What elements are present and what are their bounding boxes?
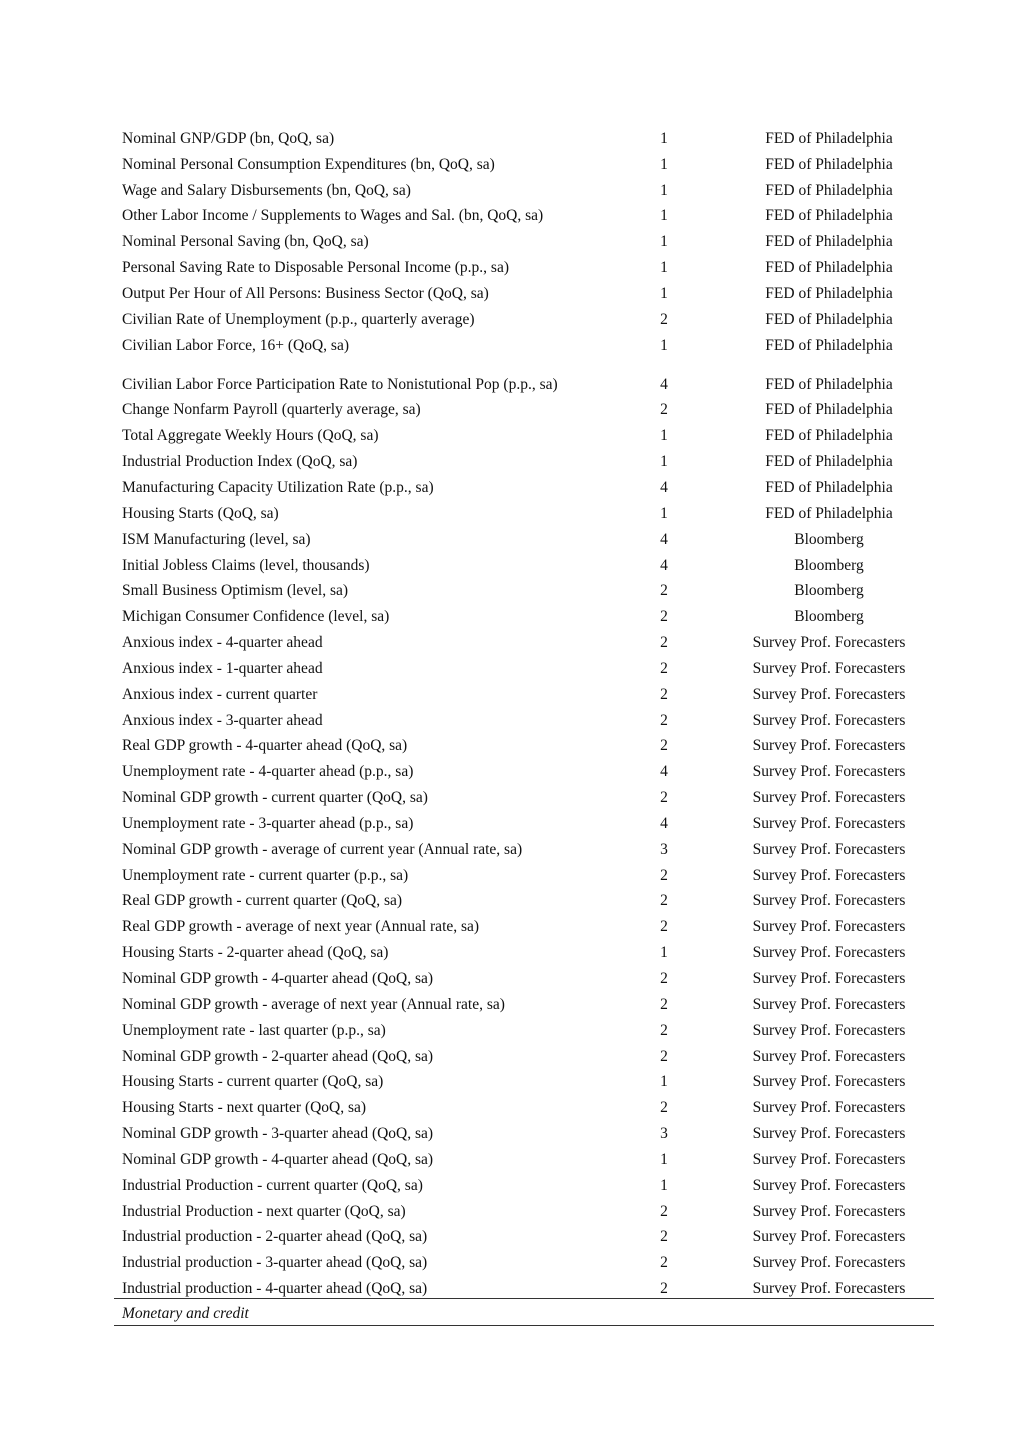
indicator-name: Anxious index - 1-quarter ahead [122,659,323,677]
indicator-name: Housing Starts - next quarter (QoQ, sa) [122,1099,367,1117]
indicator-name: Other Labor Income / Supplements to Wages and Sal. (bn, QoQ, sa) [122,207,544,225]
indicator-frequency: 3 [660,1125,668,1143]
table-row [114,810,934,836]
indicator-name: Nominal GDP growth - 4-quarter ahead (QoQ, sa) [122,970,434,987]
indicator-name: Change Nonfarm Payroll (quarterly average, sa) [122,401,421,419]
indicator-frequency: 1 [660,1073,668,1091]
indicator-name: Unemployment rate - 4-quarter ahead (p.p., sa) [122,763,414,781]
table-row [114,578,934,604]
indicator-frequency: 1 [660,504,668,522]
table-row [114,733,934,759]
table-row [114,500,934,526]
indicator-name: Industrial production - 3-quarter ahead (QoQ, sa) [122,1254,428,1272]
indicator-frequency: 2 [660,1254,668,1272]
indicator-name: Housing Starts (QoQ, sa) [122,504,279,522]
table-row [114,306,934,332]
section-label: Monetary and credit [122,1305,249,1322]
indicator-source: Survey Prof. Forecasters [752,970,906,987]
indicator-frequency: 2 [660,970,668,987]
indicator-name: Unemployment rate - 3-quarter ahead (p.p., sa) [122,814,414,832]
indicator-name: Nominal GDP growth - current quarter (QoQ, sa) [122,789,428,807]
table-row [114,1043,934,1069]
indicator-frequency: 2 [660,892,668,910]
indicator-frequency: 1 [660,284,668,302]
indicator-frequency: 2 [660,711,668,729]
indicator-source: Survey Prof. Forecasters [752,866,906,884]
indicator-frequency: 1 [660,944,668,962]
table-row [114,552,934,578]
indicator-frequency: 2 [660,608,668,626]
indicator-name: Nominal GNP/GDP (bn, QoQ, sa) [122,129,335,147]
table-row [114,836,934,862]
table-row [114,332,934,358]
table-row [114,177,934,203]
indicator-name: Nominal GDP growth - average of next year (Annual rate, sa) [122,995,505,1013]
table-row [114,629,934,655]
indicator-source: Survey Prof. Forecasters [752,789,906,807]
table-row [114,228,934,254]
table-row [114,862,934,888]
table-row [114,254,934,280]
indicator-name: Michigan Consumer Confidence (level, sa) [122,608,390,626]
indicator-source: Survey Prof. Forecasters [752,995,906,1013]
indicator-frequency: 4 [660,556,668,574]
indicator-frequency: 1 [660,129,668,147]
indicator-frequency: 1 [660,453,668,471]
indicator-source: Bloomberg [794,608,864,626]
indicator-frequency: 2 [660,659,668,677]
table-row [114,655,934,681]
indicator-source: Survey Prof. Forecasters [752,892,906,910]
table-row [114,707,934,733]
indicator-frequency: 1 [660,427,668,445]
indicator-frequency: 1 [660,1176,668,1194]
indicator-name: Small Business Optimism (level, sa) [122,582,349,600]
indicator-source: Survey Prof. Forecasters [752,814,906,832]
indicator-name: Anxious index - current quarter [122,685,318,703]
indicator-frequency: 2 [660,1228,668,1246]
indicator-frequency: 4 [660,530,668,548]
table-row [114,203,934,229]
indicator-source: FED of Philadelphia [765,284,893,302]
indicator-name: Output Per Hour of All Persons: Business Sector (QoQ, sa) [122,284,489,302]
table-row [114,125,934,151]
indicator-frequency: 4 [660,375,668,393]
indicator-frequency: 2 [660,918,668,936]
indicator-source: Survey Prof. Forecasters [752,1176,906,1194]
indicator-name: Real GDP growth - 4-quarter ahead (QoQ, sa) [122,737,408,755]
indicator-source: Bloomberg [794,530,864,548]
indicator-frequency: 2 [660,685,668,703]
table-row [114,681,934,707]
indicator-name: Wage and Salary Disbursements (bn, QoQ, sa) [122,181,411,199]
table-row [114,758,934,784]
indicator-source: Survey Prof. Forecasters [752,840,906,858]
indicator-name: Industrial Production - next quarter (QoQ, sa) [122,1202,406,1220]
indicator-frequency: 2 [660,737,668,755]
indicator-frequency: 4 [660,814,668,832]
indicator-name: Civilian Rate of Unemployment (p.p., quarterly average) [122,310,475,328]
indicator-name: Nominal GDP growth - 4-quarter ahead (QoQ, sa) [122,1150,434,1168]
indicator-name: Nominal GDP growth - 2-quarter ahead (QoQ, sa) [122,1047,434,1065]
indicator-frequency: 1 [660,233,668,251]
indicator-frequency: 1 [660,259,668,277]
indicator-name: Real GDP growth - average of next year (Annual rate, sa) [122,918,480,936]
indicator-source: Survey Prof. Forecasters [752,1073,906,1091]
table-row [114,939,934,965]
table-row [114,1120,934,1146]
indicator-frequency: 3 [660,840,668,858]
indicator-source: Survey Prof. Forecasters [752,1125,906,1143]
table-row [114,1069,934,1095]
table-row [114,913,934,939]
table-row [114,1094,934,1120]
indicator-name: Initial Jobless Claims (level, thousands) [122,556,370,574]
table-row [114,991,934,1017]
indicator-source: Survey Prof. Forecasters [752,763,906,781]
table-row [114,526,934,552]
indicator-name: Real GDP growth - current quarter (QoQ, sa) [122,892,403,910]
indicator-frequency: 2 [660,1099,668,1117]
indicator-source: FED of Philadelphia [765,259,893,277]
indicator-frequency: 2 [660,582,668,600]
table-row [114,888,934,914]
indicator-source: Survey Prof. Forecasters [752,1202,906,1220]
indicator-name: Anxious index - 4-quarter ahead [122,634,323,652]
indicator-table [114,125,934,1301]
table-row [114,358,934,397]
indicator-frequency: 2 [660,310,668,328]
indicator-source: FED of Philadelphia [765,478,893,496]
indicator-source: Survey Prof. Forecasters [752,1254,906,1272]
table-row [114,448,934,474]
indicator-frequency: 2 [660,1047,668,1065]
table-row [114,422,934,448]
indicator-source: FED of Philadelphia [765,233,893,251]
indicator-source: Survey Prof. Forecasters [752,1047,906,1065]
table-rule-bottom [114,1325,934,1326]
indicator-name: Total Aggregate Weekly Hours (QoQ, sa) [122,427,379,445]
indicator-source: FED of Philadelphia [765,336,893,354]
indicator-name: Nominal GDP growth - average of current year (Annual rate, sa) [122,840,523,858]
indicator-name: Nominal Personal Consumption Expenditures (bn, QoQ, sa) [122,155,495,173]
indicator-name: Industrial Production Index (QoQ, sa) [122,453,358,471]
indicator-source: Survey Prof. Forecasters [752,1021,906,1039]
indicator-source: Survey Prof. Forecasters [752,918,906,936]
table-row [114,965,934,991]
indicator-name: Industrial production - 4-quarter ahead (QoQ, sa) [122,1280,428,1298]
indicator-frequency: 1 [660,1150,668,1168]
indicator-source: FED of Philadelphia [765,129,893,147]
indicator-frequency: 1 [660,181,668,199]
indicator-frequency: 2 [660,1021,668,1039]
indicator-source: FED of Philadelphia [765,155,893,173]
indicator-frequency: 1 [660,155,668,173]
indicator-name: Unemployment rate - current quarter (p.p., sa) [122,866,409,884]
indicator-frequency: 4 [660,763,668,781]
indicator-source: Survey Prof. Forecasters [752,685,906,703]
indicator-name: ISM Manufacturing (level, sa) [122,530,311,548]
indicator-frequency: 1 [660,336,668,354]
indicator-name: Housing Starts - 2-quarter ahead (QoQ, sa) [122,944,389,962]
indicator-source: Bloomberg [794,556,864,574]
indicator-frequency: 1 [660,207,668,225]
table-row [114,1198,934,1224]
indicator-source: FED of Philadelphia [765,181,893,199]
indicator-name: Industrial Production - current quarter (QoQ, sa) [122,1176,423,1194]
table-row [114,397,934,423]
indicator-name: Industrial production - 2-quarter ahead (QoQ, sa) [122,1228,428,1246]
indicator-source: Survey Prof. Forecasters [752,634,906,652]
indicator-frequency: 2 [660,1280,668,1298]
table-row [114,474,934,500]
indicator-source: FED of Philadelphia [765,504,893,522]
indicator-frequency: 2 [660,634,668,652]
table-row [114,1146,934,1172]
indicator-source: Survey Prof. Forecasters [752,711,906,729]
table-rule-top [114,1298,934,1299]
indicator-source: FED of Philadelphia [765,207,893,225]
indicator-source: Survey Prof. Forecasters [752,1228,906,1246]
table-row [114,1172,934,1198]
indicator-source: FED of Philadelphia [765,375,893,393]
indicator-name: Manufacturing Capacity Utilization Rate (p.p., sa) [122,478,434,496]
indicator-name: Personal Saving Rate to Disposable Personal Income (p.p., sa) [122,259,509,277]
indicator-frequency: 2 [660,1202,668,1220]
table-row [114,280,934,306]
indicator-name: Civilian Labor Force, 16+ (QoQ, sa) [122,336,349,354]
indicator-source: Survey Prof. Forecasters [752,737,906,755]
table-row [114,784,934,810]
indicator-name: Housing Starts - current quarter (QoQ, sa) [122,1073,384,1091]
indicator-name: Anxious index - 3-quarter ahead [122,711,323,729]
indicator-source: FED of Philadelphia [765,453,893,471]
indicator-name: Civilian Labor Force Participation Rate to Nonistutional Pop (p.p., sa) [122,375,558,393]
indicator-source: Survey Prof. Forecasters [752,944,906,962]
indicator-source: FED of Philadelphia [765,310,893,328]
indicator-frequency: 2 [660,401,668,419]
indicator-name: Nominal Personal Saving (bn, QoQ, sa) [122,233,369,251]
indicator-source: Survey Prof. Forecasters [752,1150,906,1168]
table-row [114,151,934,177]
table-row [114,1017,934,1043]
indicator-source: Survey Prof. Forecasters [752,659,906,677]
indicator-frequency: 4 [660,478,668,496]
indicator-name: Nominal GDP growth - 3-quarter ahead (QoQ, sa) [122,1125,434,1143]
indicator-source: Survey Prof. Forecasters [752,1280,906,1298]
indicator-frequency: 2 [660,995,668,1013]
indicator-source: FED of Philadelphia [765,401,893,419]
table-row [114,1249,934,1275]
indicator-source: FED of Philadelphia [765,427,893,445]
indicator-frequency: 2 [660,866,668,884]
table-row [114,603,934,629]
indicator-source: Bloomberg [794,582,864,600]
indicator-frequency: 2 [660,789,668,807]
indicator-name: Unemployment rate - last quarter (p.p., sa) [122,1021,386,1039]
table-row [114,1224,934,1250]
indicator-source: Survey Prof. Forecasters [752,1099,906,1117]
